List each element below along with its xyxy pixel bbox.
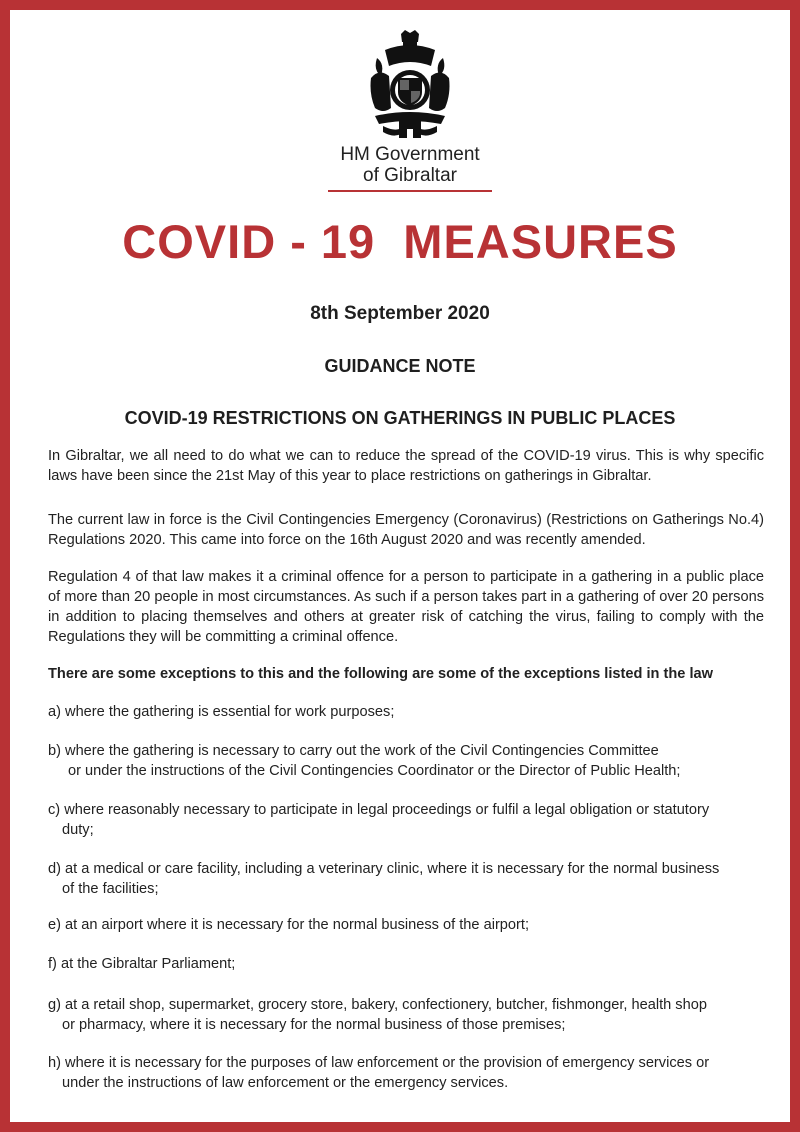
paragraph-2: The current law in force is the Civil Contingencies Emergency (Coronavirus) (Restrictions on Gatherings No.4) Regulations 2020. This came into force on the 16th August 2020 and was recently amended. [48, 512, 764, 548]
org-line-1: HM Government [340, 144, 480, 165]
exception-item-g [48, 995, 764, 1035]
coat-of-arms-icon [365, 28, 455, 146]
exception-line-continued: or under the instructions of the Civil Contingencies Coordinator or the Director of Public Health; [68, 763, 681, 779]
exception-item-b [48, 741, 764, 781]
exception-line-continued: under the instructions of law enforcement or the emergency services. [62, 1075, 509, 1091]
exception-line-continued: or pharmacy, where it is necessary for the normal business of those premises; [62, 1017, 566, 1033]
exception-line: a) where the gathering is essential for work purposes; [48, 704, 395, 720]
paragraph-3: Regulation 4 of that law makes it a criminal offence for a person to participate in a gathering in a public place of more than 20 people in most circumstances. As such if a person takes part in a gathering of over 20 persons in addition to placing themselves and others at greater risk of catching the virus, failing to comply with the Regulations they will be committing a criminal offence. [48, 569, 764, 645]
exception-item-c [48, 800, 764, 840]
exception-line-continued: duty; [62, 822, 94, 838]
document-subtitle: COVID-19 RESTRICTIONS ON GATHERINGS IN PUBLIC PLACES [124, 408, 676, 428]
exception-item-h [48, 1053, 764, 1093]
exception-line: h) where it is necessary for the purposes of law enforcement or the provision of emergency services or [48, 1055, 710, 1071]
exception-item-d [48, 859, 764, 899]
exception-item-e [48, 915, 764, 935]
org-line-2: of Gibraltar [363, 165, 457, 186]
paragraph-1: In Gibraltar, we all need to do what we can to reduce the spread of the COVID-19 virus. This is why specific laws have been since the 21st May of this year to place restrictions on gatherings in Gibraltar. [48, 448, 764, 484]
exception-line: e) at an airport where it is necessary for the normal business of the airport; [48, 917, 530, 933]
exception-line: g) at a retail shop, supermarket, grocery store, bakery, confectionery, butcher, fishmonger, health shop [48, 997, 707, 1013]
exception-line: b) where the gathering is necessary to carry out the work of the Civil Contingencies Committee [48, 743, 659, 759]
exception-line-continued: of the facilities; [62, 881, 159, 897]
exception-line: f) at the Gibraltar Parliament; [48, 956, 236, 972]
exception-line: c) where reasonably necessary to participate in legal proceedings or fulfil a legal obligation or statutory [48, 802, 710, 818]
exception-item-f [48, 954, 764, 974]
document-headline: COVID - 19 MEASURES [122, 215, 678, 268]
exceptions-intro: There are some exceptions to this and the following are some of the exceptions listed in the law [48, 666, 713, 682]
exception-line: d) at a medical or care facility, including a veterinary clinic, where it is necessary for the normal business [48, 861, 720, 877]
guidance-note-label: GUIDANCE NOTE [324, 356, 476, 376]
document-date: 8th September 2020 [310, 303, 490, 324]
exception-item-a [48, 702, 764, 722]
org-divider [328, 190, 492, 192]
organisation-name [310, 144, 510, 186]
